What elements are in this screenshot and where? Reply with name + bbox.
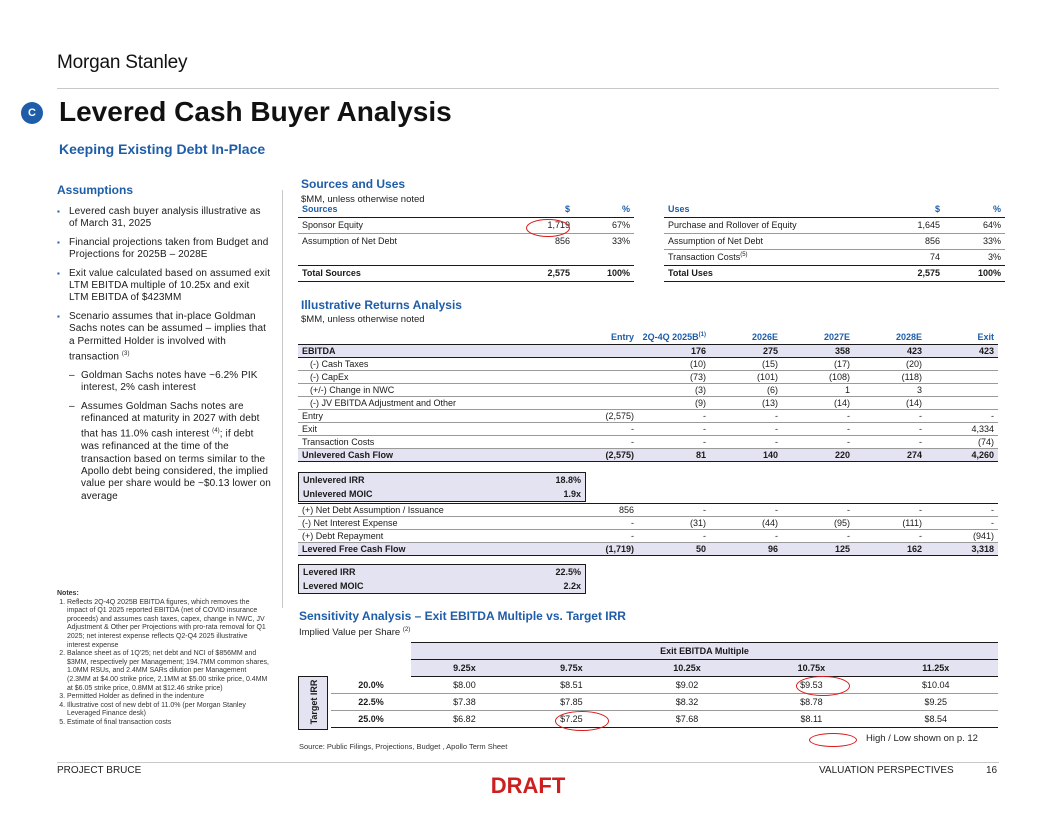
sponsor-equity-value: 1,719 [494, 217, 574, 233]
source-note: Source: Public Filings, Projections, Budget , Apollo Term Sheet [299, 742, 508, 751]
col-2025b: 2Q-4Q $2025B^{(1)}$ [638, 331, 710, 344]
footnote-item: 5. Estimate of final transaction costs [67, 719, 269, 728]
column-divider [282, 190, 283, 608]
unlevered-moic: Unlevered MOIC 1.9x [303, 489, 581, 499]
footer-project: PROJECT BRUCE [57, 765, 142, 776]
assumption-item: ▪ Financial projections taken from Budget and Projections for 2025B – 2028E [57, 237, 271, 262]
footnote-item: 3. Permitted Holder as defined in the indenture [67, 693, 269, 702]
sources-uses-heading: Sources and Uses [301, 177, 406, 191]
col-entry: Entry [548, 331, 638, 344]
levered-irr: Levered IRR 22.5% [303, 567, 581, 577]
table-row: (-) CapEx (73) (101) (108) (118) [298, 370, 998, 383]
levered-moic: Levered MOIC 2.2x [303, 581, 581, 591]
table-row: Sponsor Equity 1,719 67% [298, 217, 634, 233]
sensitivity-row: 20.0% $8.00 $8.51 $9.02 $9.53 $10.04 [331, 677, 998, 694]
footnote-item: 2. Balance sheet as of 1Q'25; net debt and NCI of $856MM and $3MM, respectively per Management; 194.7MM common shares, 1.0MM RSUs, and 2.4MM SARs dilution per Management (2.3MM at $4.00 strike price, 2.1MM at $5.00 strike price, 0.4MM at $6.05 strike price, 0.8MM at $12.46 strike price) [67, 650, 269, 693]
footnote-item: 4. Illustrative cost of new debt of 11.0% (per Morgan Stanley Leveraged Finance desk) [67, 702, 269, 719]
high-low-legend: High / Low shown on p. 12 [866, 733, 978, 744]
target-irr-label: Target IRR [309, 679, 319, 725]
company-logo: Morgan Stanley [57, 52, 188, 73]
low-marker [555, 711, 609, 731]
high-value: $9.53 [749, 677, 873, 694]
total-uses-row: Total Uses 2,575 100% [664, 265, 1005, 281]
sources-uses-unit: $MM, unless otherwise noted [301, 194, 425, 205]
table-row: Exit - - - - - 4,334 [298, 422, 998, 435]
total-sources-row: Total Sources 2,575 100% [298, 265, 634, 281]
table-row: (+) Net Debt Assumption / Issuance 856 - - - - - [298, 504, 998, 517]
table-row: Transaction Costs - - - - - (74) [298, 435, 998, 448]
sources-header-row: Sources $ % [298, 201, 634, 217]
returns-heading: Illustrative Returns Analysis [301, 298, 462, 312]
sensitivity-subheading: Implied Value per Share $^{(2)}$ [299, 627, 411, 639]
table-row: Assumption of Net Debt 856 33% [664, 233, 1005, 249]
table-row: Transaction Costs$^{(5)}$ 74 3% [668, 252, 1001, 262]
high-marker [796, 676, 850, 696]
footer-section: VALUATION PERSPECTIVES [819, 765, 954, 776]
unlevered-cash-flow-row: Unlevered Cash Flow (2,575) 81 140 220 274 4,260 [298, 448, 998, 461]
footnote-item: 1. Reflects 2Q-4Q 2025B EBITDA figures, which removes the impact of Q1 2025 reported EBITDA (net of COVID insurance proceeds) and assumes cash taxes, capex, change in NWC, JV Adjustment & Other per Projections with pro-rata removal for Q1 2025; net interest expense reflects Q2-Q4 2025 illustrative interest expense [67, 599, 269, 651]
sensitivity-row: 25.0% $6.82 $7.25 $7.68 $8.11 $8.54 [331, 711, 998, 728]
page-subtitle: Keeping Existing Debt In-Place [59, 141, 266, 157]
returns-unit: $MM, unless otherwise noted [301, 314, 425, 325]
assumption-subitem: – Assumes Goldman Sachs notes are refinanced at maturity in 2027 with debt that has 11.0% cash interest $^{(4)}$; if debt was refinanced at the time of the transaction based on terms similar to the Apollo debt being considered, the implied value per share would be ~$0.13 lower on average [57, 401, 271, 504]
levered-table [298, 503, 998, 556]
footer-divider [57, 762, 999, 763]
unlevered-returns-box [298, 472, 586, 502]
assumption-subitem: – Goldman Sachs notes have ~6.2% PIK interest, 2% cash interest [57, 370, 271, 395]
low-value: $7.25 [560, 714, 583, 724]
uses-header-row: Uses $ % [664, 201, 1005, 217]
section-badge: C [21, 102, 43, 124]
table-row: (+) Debt Repayment - - - - - (941) [298, 530, 998, 543]
draft-watermark: DRAFT [490, 773, 566, 798]
table-row: (+/-) Change in NWC (3) (6) 1 3 [298, 383, 998, 396]
sensitivity-heading: Sensitivity Analysis – Exit EBITDA Multiple vs. Target IRR [299, 609, 626, 623]
assumptions-list [57, 206, 271, 509]
exit-multiple-header: Exit EBITDA Multiple [331, 643, 998, 660]
table-row: Entry (2,575) - - - - - [298, 409, 998, 422]
returns-header-row: Entry 2Q-4Q $2025B^{(1)}$ 2026E 2027E 2028E Exit [298, 331, 998, 344]
sensitivity-row: 22.5% $7.38 $7.85 $8.32 $8.78 $9.25 [331, 694, 998, 711]
footnotes [57, 590, 269, 728]
ebitda-row: EBITDA 176 275 358 423 423 [298, 344, 998, 357]
multiples-row: 9.25x 9.75x 10.25x 10.75x 11.25x [331, 660, 998, 677]
table-row-spacer [298, 249, 634, 265]
returns-table [298, 331, 998, 462]
assumption-item: ▪ Levered cash buyer analysis illustrative as of March 31, 2025 [57, 206, 271, 231]
uses-table [664, 201, 1005, 282]
table-row: Assumption of Net Debt 856 33% [302, 236, 630, 247]
header-divider [57, 88, 999, 89]
levered-returns-box [298, 564, 586, 594]
high-low-marker [526, 219, 570, 237]
table-row: (-) JV EBITDA Adjustment and Other (9) (13) (14) (14) [298, 396, 998, 409]
unlevered-irr: Unlevered IRR 18.8% [303, 475, 581, 485]
levered-fcf-row: Levered Free Cash Flow (1,719) 50 96 125 162 3,318 [298, 543, 998, 556]
sensitivity-table [331, 642, 998, 728]
table-row: (-) Cash Taxes (10) (15) (17) (20) [298, 357, 998, 370]
assumption-item: ▪ Exit value calculated based on assumed exit LTM EBITDA multiple of 10.25x and exit LTM EBITDA of $423MM [57, 268, 271, 305]
table-row: Purchase and Rollover of Equity 1,645 64% [664, 217, 1005, 233]
page-title: Levered Cash Buyer Analysis [59, 96, 452, 127]
legend-marker [809, 733, 857, 747]
assumption-item: ▪ Scenario assumes that in-place Goldman Sachs notes can be assumed – implies that a Permitted Holder is involved with transaction $^{(3)}$ [57, 311, 271, 364]
table-row: (-) Net Interest Expense - (31) (44) (95) (111) - [298, 517, 998, 530]
sources-table [298, 201, 634, 282]
page-number: 16 [986, 765, 998, 776]
footnotes-heading: Notes: [57, 590, 79, 597]
target-irr-axis [298, 676, 328, 730]
assumptions-heading: Assumptions [57, 183, 134, 197]
